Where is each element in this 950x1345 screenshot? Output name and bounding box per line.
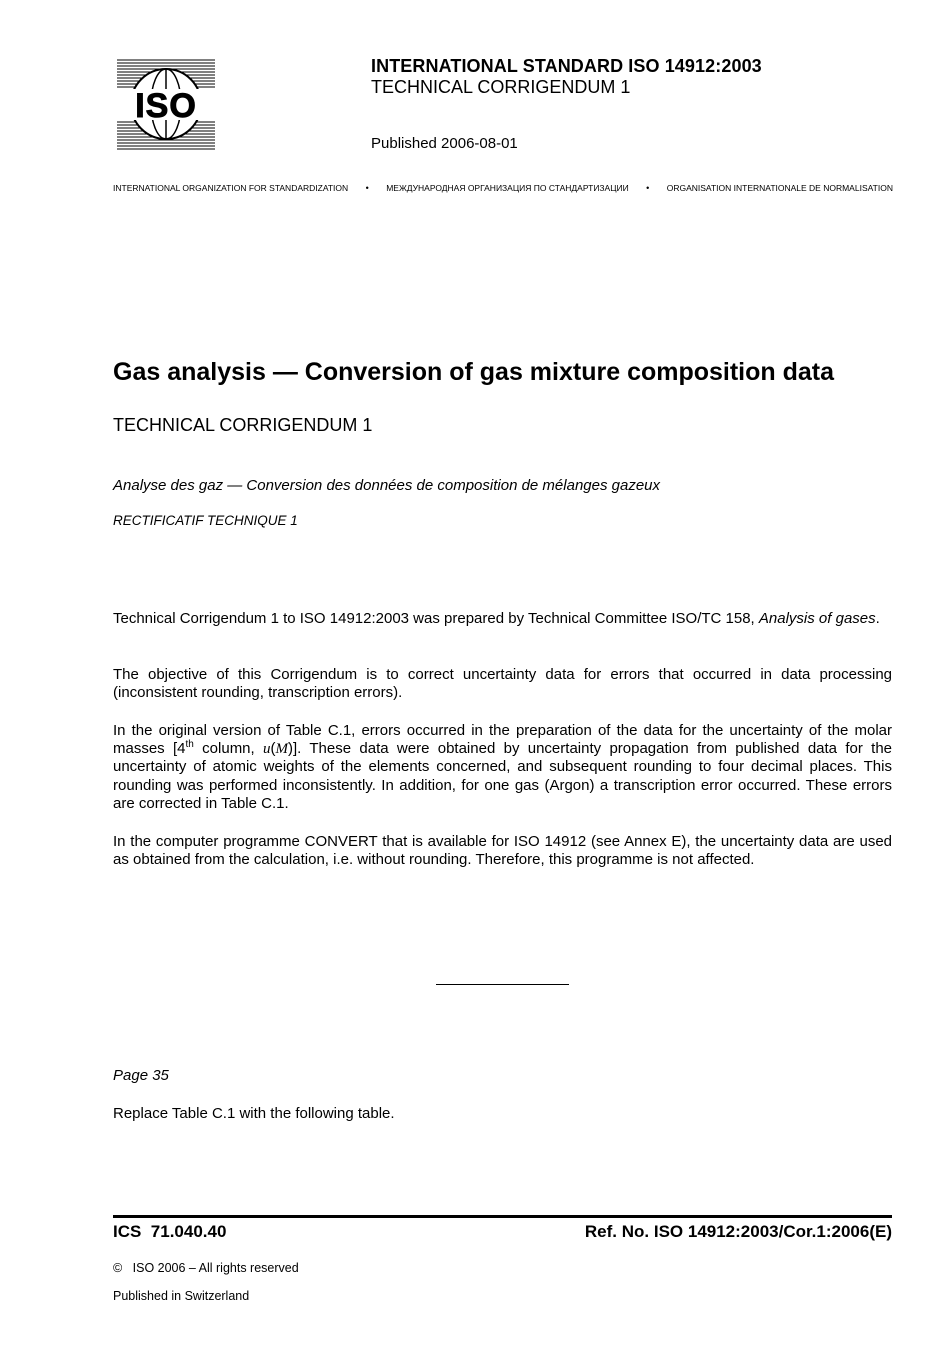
footer-rule [113,1215,892,1218]
org-name-english: INTERNATIONAL ORGANIZATION FOR STANDARDIZATION [113,183,349,193]
document-title: Gas analysis — Conversion of gas mixture composition data [113,358,835,386]
p3-superscript: th [185,739,194,751]
iso-logo [117,58,215,151]
p1-committee-name: Analysis of gases [758,610,876,627]
org-name-russian: МЕЖДУНАРОДНАЯ ОРГАНИЗАЦИЯ ПО СТАНДАРТИЗАЦИИ [386,183,629,193]
org-separator: • [646,183,650,193]
paragraph-objective: The objective of this Corrigendum is to correct uncertainty data for errors that occurred in data processing (inconsistent rounding, transcription errors). [113,666,892,702]
french-title: Analyse des gaz — Conversion des données de composition de mélanges gazeux [113,477,661,494]
p3-part-c: ]. These data were obtained by uncertainty propagation from published data for the uncertainty of atomic weights of the elements concerned, and subsequent rounding to four decimal places. This rounding was performed inconsistently. In addition, for one gas (Argon) a transcription error occurred. These errors are corrected in Table C.1. [113,740,893,812]
header-corrigendum-label: TECHNICAL CORRIGENDUM 1 [371,77,631,97]
french-corrigendum-label: RECTIFICATIF TECHNIQUE 1 [113,513,298,528]
p3-part-b: column, [193,740,264,758]
p3-paren-close: ) [288,740,294,758]
paragraph-errors [113,722,892,813]
paragraph-preparation [113,610,892,628]
org-name-french: ORGANISATION INTERNATIONALE DE NORMALISATION [666,183,893,193]
reference-number: Ref. No. ISO 14912:2003/Cor.1:2006(E) [584,1222,892,1241]
published-date: Published 2006-08-01 [371,135,518,152]
standard-title: INTERNATIONAL STANDARD ISO 14912:2003 [371,56,762,76]
page-reference: Page 35 [113,1067,169,1084]
section-separator [436,984,569,985]
p3-part-a: In the original version of Table C.1, errors occurred in the preparation of the data for the uncertainty of the molar masses [4 [113,722,892,758]
replace-instruction: Replace Table C.1 with the following table. [113,1105,395,1122]
paragraph-convert: In the computer programme CONVERT that is available for ISO 14912 (see Annex E), the uncertainty data are used as obtained from the calculation, i.e. without rounding. Therefore, this programme is not affected. [113,833,892,869]
ics-code: ICS 71.040.40 [113,1222,227,1241]
p3-math-u: u [263,741,271,758]
published-in: Published in Switzerland [113,1289,250,1303]
p3-paren-open: ( [270,740,276,758]
corrigendum-label: TECHNICAL CORRIGENDUM 1 [113,415,373,435]
p1-end: . [875,610,880,627]
copyright-notice: © ISO 2006 – All rights reserved [113,1261,299,1275]
p3-math-m: M [275,741,289,758]
svg-text:ISO: ISO [135,87,197,125]
organization-names [113,183,893,193]
org-separator: • [365,183,369,193]
p1-text: Technical Corrigendum 1 to ISO 14912:2003 was prepared by Technical Committee ISO/TC 158, [113,610,759,627]
